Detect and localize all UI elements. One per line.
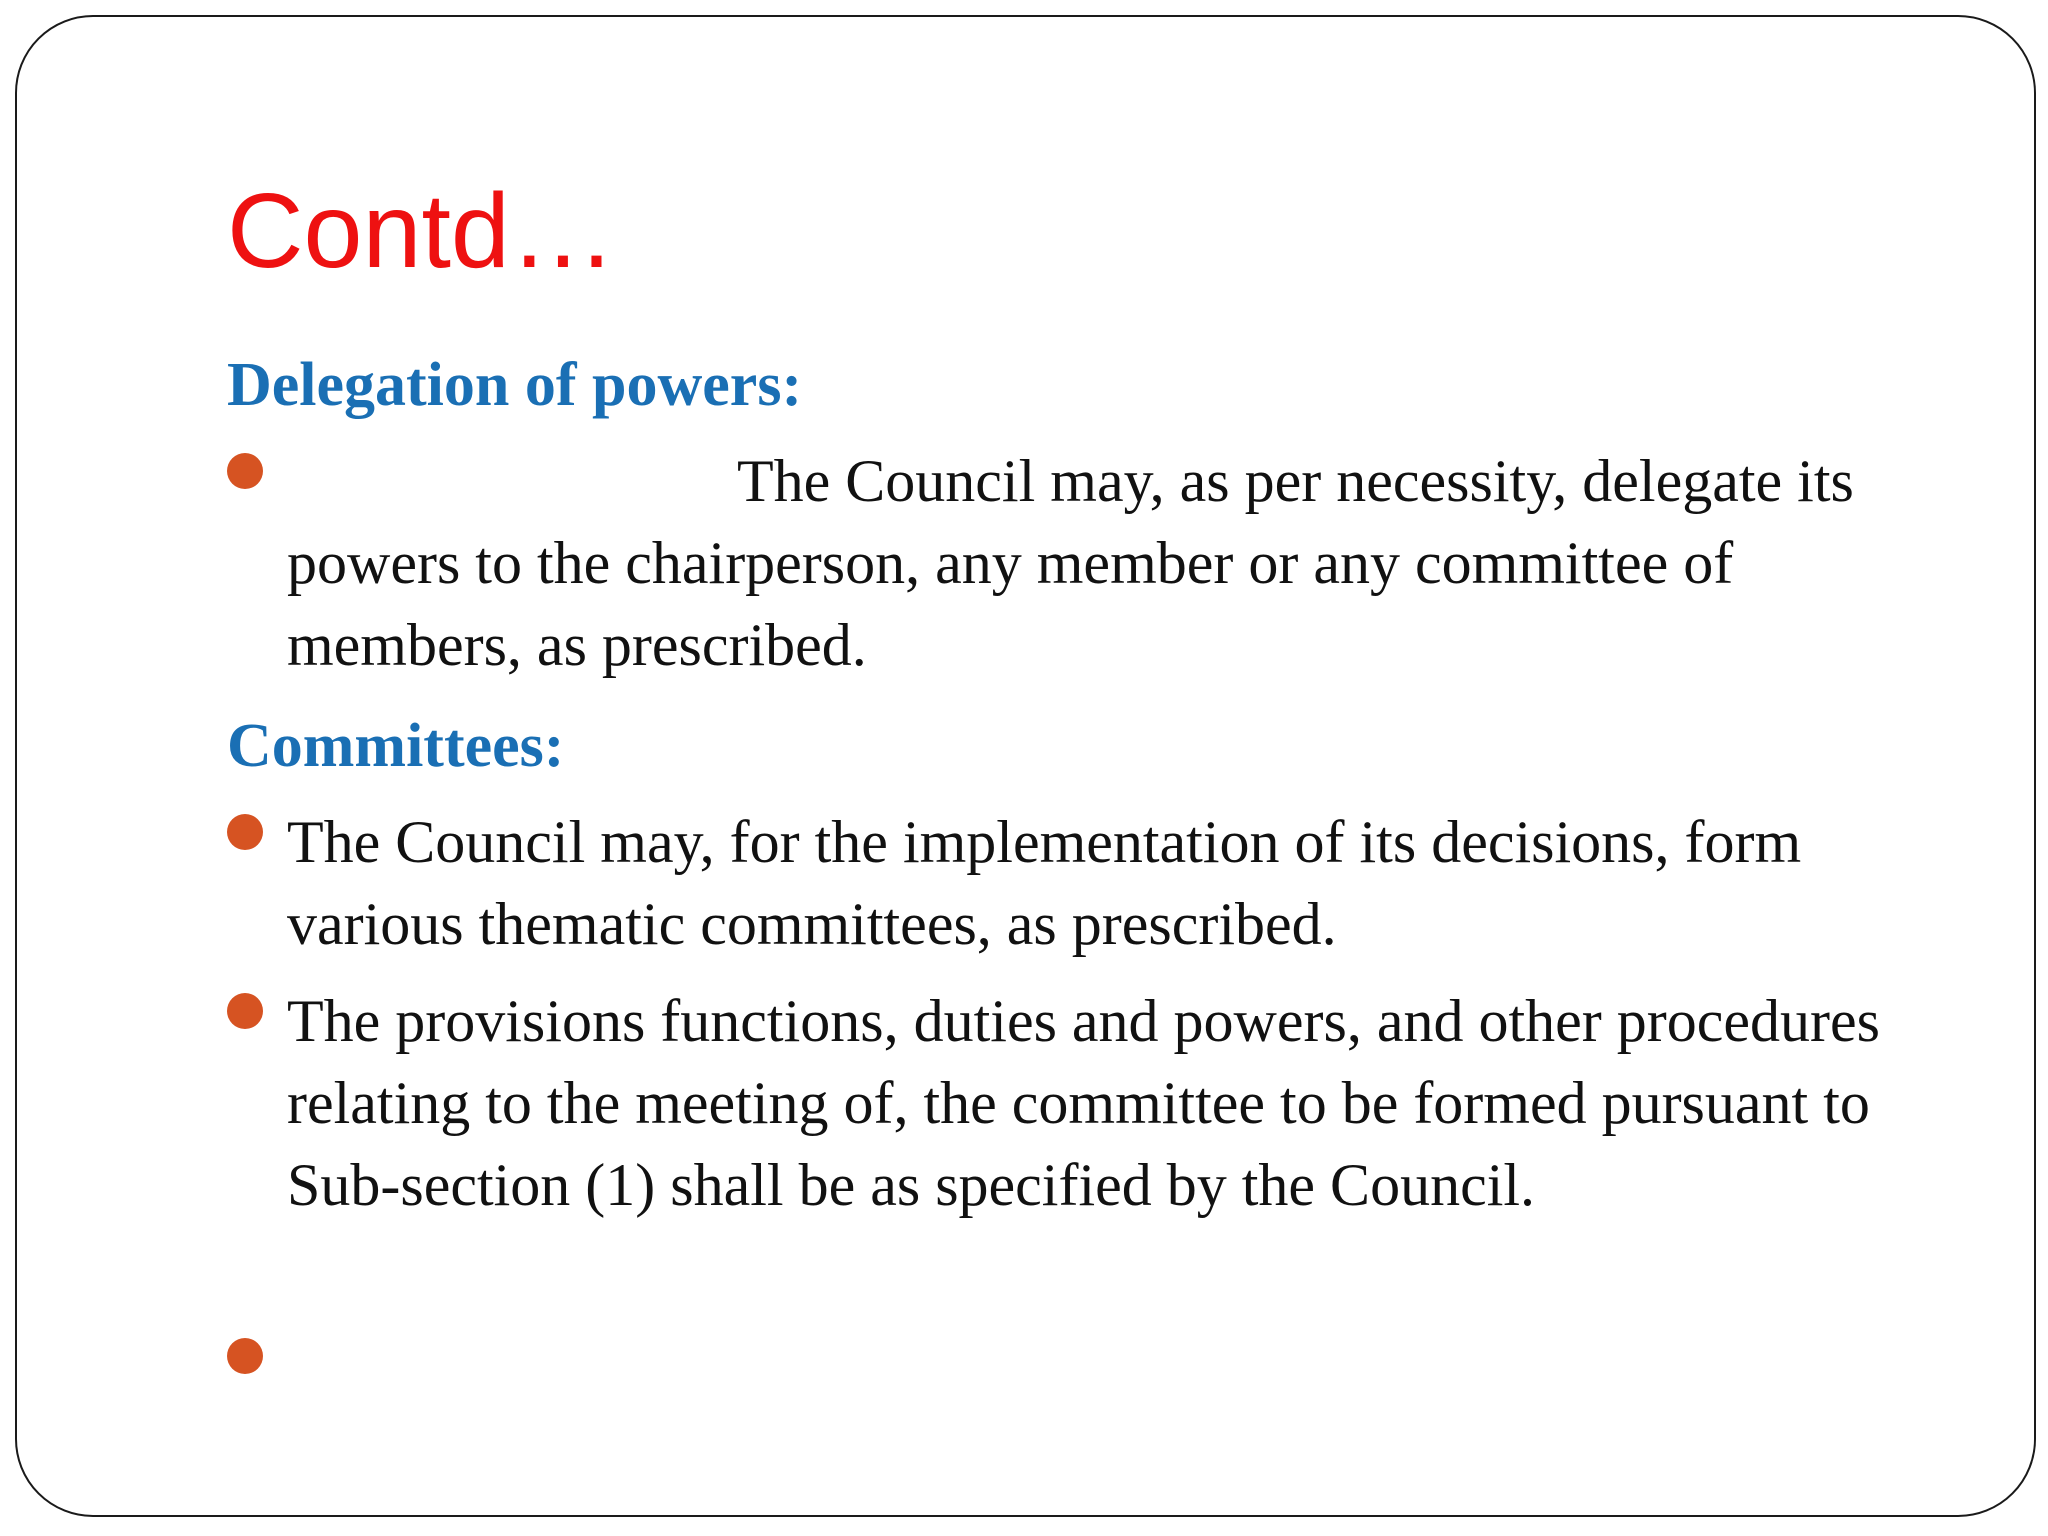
bullet-dot-icon: [227, 453, 263, 489]
slide-title: Contd…: [227, 172, 616, 290]
bullet-dot-icon: [227, 993, 263, 1029]
bullet-dot-icon: [227, 1338, 263, 1374]
bullet-text: The Council may, as per necessity, delegate its powers to the chairperson, any member or any committee of members, as prescribed.: [287, 448, 1854, 678]
bullet-text: The Council may, for the implementation of its decisions, form various thematic committees, as prescribed.: [287, 809, 1802, 957]
bullet-text: The provisions functions, duties and powers, and other procedures relating to the meeting of, the committee to be formed pursuant to Sub-section (1) shall be as specified by the Council.: [287, 988, 1880, 1218]
section-heading-committees: Committees:: [227, 712, 565, 780]
bullet-dot-icon: [227, 814, 263, 850]
section-heading-delegation: Delegation of powers:: [227, 351, 803, 419]
